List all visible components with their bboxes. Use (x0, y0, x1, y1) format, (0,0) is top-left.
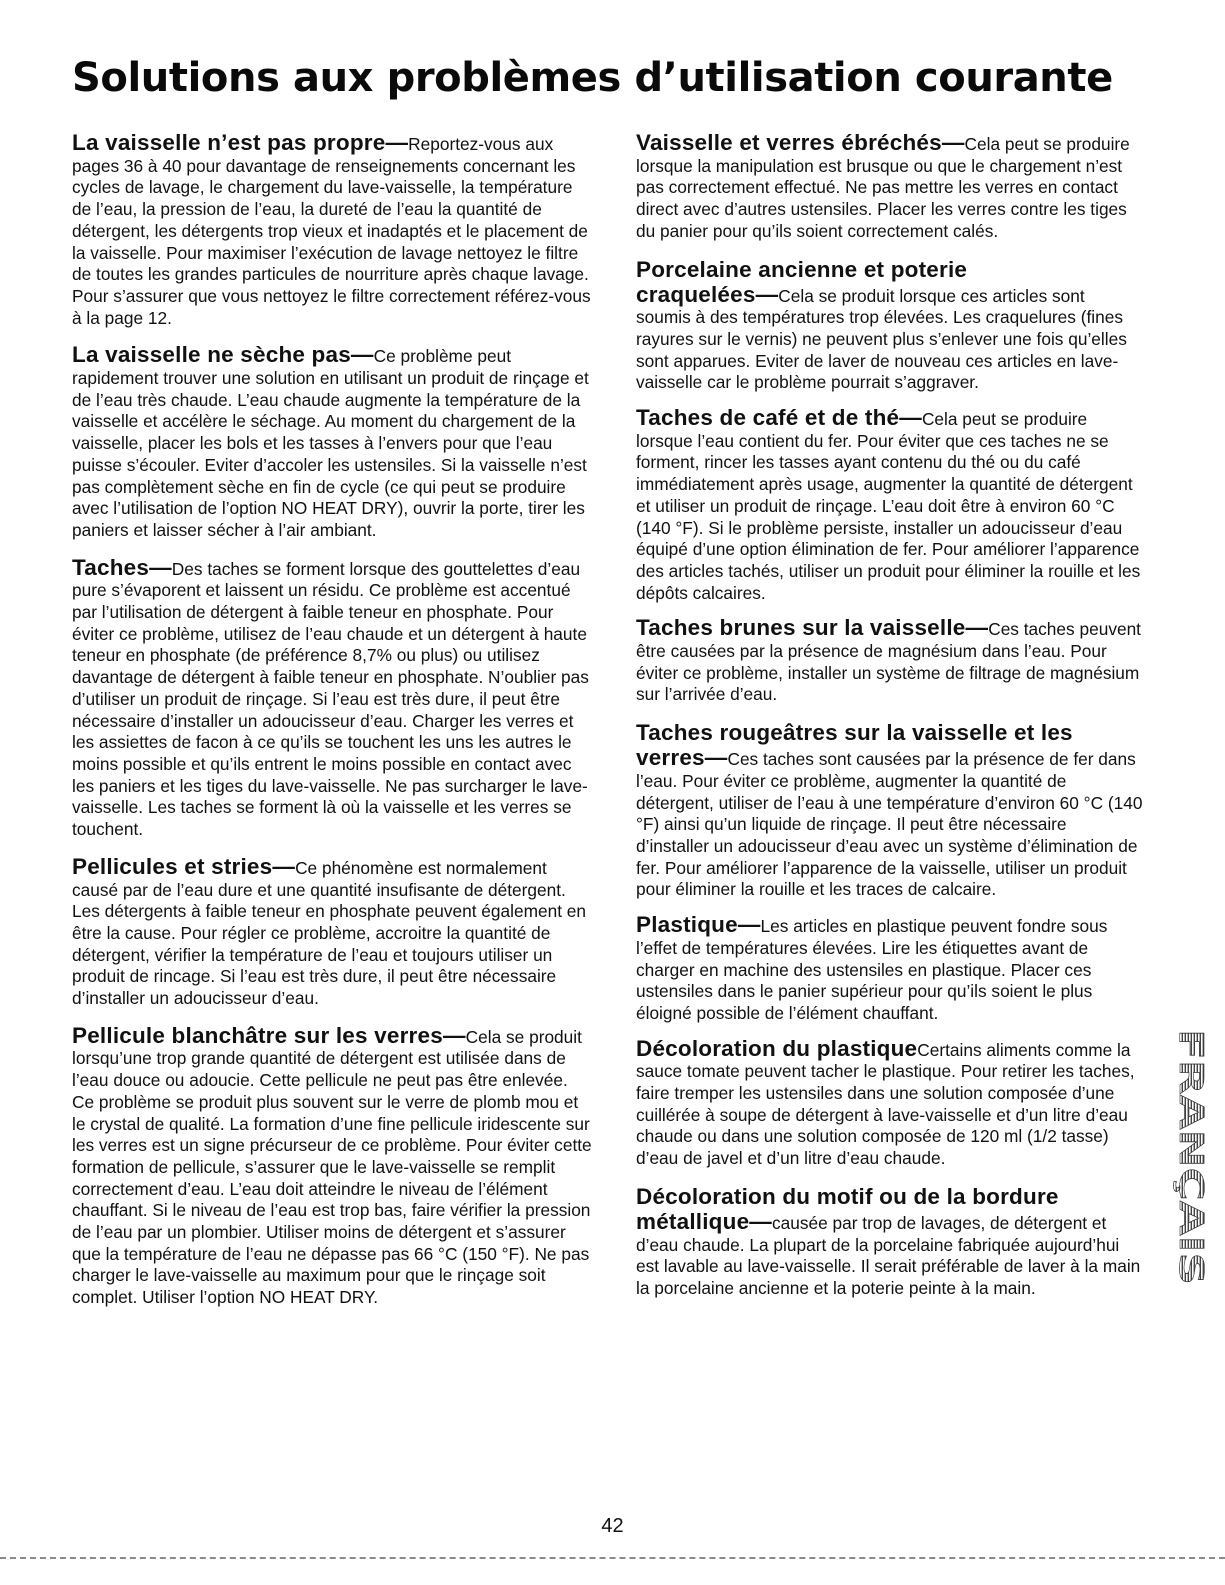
section-heading: Décoloration du plastique (636, 1035, 918, 1061)
section-body: sous l’effet de températures élevées. Lire les étiquettes avant de charger en machine des ustensiles en plastique. Placer ces ustensiles dans le panier supérieur pour qu’ils soient le plus éloigné possible de l’élément chauffant. (636, 916, 1108, 1023)
section-lead: Cela se produit lorsque ces articles sont (778, 285, 1085, 306)
section-lead: Ce problème peut (373, 346, 511, 367)
section-heading: Taches brunes sur la vaisselle— (636, 615, 989, 641)
section-body: lorsque l’eau contient du fer. Pour éviter que ces taches ne se forment, rincer les tasses ayant contenu du thé ou du café immédiatement après usage, augmenter la quantité de détergent et utiliser un produit de rinçage. L’eau doit être à environ 60 °C (140 °F). Si le problème persiste, installer un adoucisseur d’eau équipé d’une option élimination de fer. Pour améliorer l’apparence des articles tachés, utiliser un produit pour éliminer la rouille et les dépôts calcaires. (636, 430, 1141, 603)
section-body: d’eau pure s’évaporent et laissent un résidu. Ce problème est accentué par l’utilisation de détergent à faible teneur en phosphate. Pour éviter ce problème, utilisez de l’eau chaude et un détergent à haute teneur en phosphate (de préférence 8,7% ou plus) ou utilisez davantage de détergent à faible teneur en phosphate. N’oublier pas d’utiliser un produit de rinçage. Si l’eau est très dure, il peut être nécessaire d’installer un adoucisseur d’eau. Charger les verres et les assiettes de facon à ce qu’ils se touchent les uns les autres le moins possible et qu’ils entrent le moins possible en contact avec les paniers et les tiges du lave-vaisselle. Ne pas surcharger le lave-vaisselle. Les taches se forment là où la vaisselle et les verres se touchent. (72, 558, 589, 840)
section-lead: Cela peut se (964, 134, 1062, 154)
section-body: causé par de l’eau dure et une quantité insufisante de détergent. Les détergents à faible teneur en phosphate peuvent également en être la cause. Pour régler ce problème, accroitre la quantité de détergent, vérifier la température de l’eau et toujours utiliser un produit de rincage. Si l’eau est très dure, il peut être nécessaire d’installer un adoucisseur d’eau. (72, 879, 587, 1009)
section-heading: métallique— (636, 1208, 772, 1234)
section-porcelaine-craquelee (636, 256, 1144, 395)
section-heading: verres— (636, 745, 728, 771)
section-heading: La vaisselle n’est pas propre— (72, 130, 409, 155)
section-taches-cafe-the (636, 407, 1144, 604)
section-vaisselle-ne-seche-pas (72, 344, 592, 541)
section-heading: Plastique— (636, 912, 761, 938)
francais-side-tab (1150, 1025, 1211, 1290)
section-taches-brunes (636, 617, 1144, 706)
section-body: rapidement trouver une solution en utilisant un produit de rinçage et de l’eau très chaude. L’eau chaude augmente la température de la vaisselle et accélère le séchage. Au moment du chargement de la vaisselle, placer les bols et les tasses à l’envers pour que l’eau puisse s’écouler. Eviter d’accoler les ustensiles. Si la vaisselle n’est pas complètement sèche en fin de cycle (ce qui peut se produire avec l’utilisation de l’option NO HEAT DRY), ouvrir la porte, tirer les paniers et laisser sécher à l’air ambiant. (72, 368, 589, 540)
right-column (636, 132, 1144, 1313)
section-body: produit lorsqu’une trop grande quantité de détergent est utilisée dans de l’eau douce ou adoucie. Cette pellicule ne peut pas être enlevée. Ce problème se produit plus souvent sur le verre de plomb mou et le crystal de qualité. La formation d’une fine pellicule iridescente sur les verres est un signe précurseur de ce problème. Pour éviter cette formation de pellicule, s’assurer que le lave-vaisselle se remplit correctement d’eau. L’eau doit atteindre le niveau de l’élément chauffant. Si le niveau de l’eau est trop bas, faire vérifier la pression de l’eau par un plombier. Utiliser moins de détergent et s’assurer que la température de l’eau ne dépasse pas 66 °C (150 °F). Ne pas charger le lave-vaisselle au maximum pour que le rinçage soit complet. Utiliser l’option NO HEAT DRY. (72, 1026, 592, 1308)
section-pellicule-blanchatre (72, 1022, 592, 1309)
section-body: fer dans l’eau. Pour éviter ce problème, augmenter la quantité de détergent, utiliser de l’eau à une température d’environ 60 °C (140 °F) ainsi qu’un liquide de rinçage. Il peut être nécessaire d’installer un adoucisseur d’eau avec un système d’élimination de fer. Pour améliorer l’apparence de la vaisselle, utiliser un produit pour éliminer la rouille et les traces de calcaire. (636, 749, 1143, 900)
section-heading: Pellicule blanchâtre sur les verres— (72, 1022, 466, 1048)
page-number: 42 (601, 1515, 624, 1537)
section-lead: Reportez-vous (408, 134, 521, 154)
section-heading: Taches— (72, 554, 172, 580)
section-taches (72, 554, 592, 841)
section-vaisselle-ebrechee (636, 132, 1144, 243)
section-body: peuvent être causées par la présence de magnésium dans l’eau. Pour éviter ce problème, installer un système de filtrage de magnésium sur l’arrivée d’eau. (636, 619, 1141, 705)
section-heading: La vaisselle ne sèche pas— (72, 342, 374, 368)
section-heading: Pellicules et stries— (72, 853, 296, 879)
section-lead: Ces taches (988, 619, 1075, 640)
section-lead: Ce phénomène est normalement (295, 857, 547, 878)
page-title: Solutions aux problèmes d’utilisation courante (72, 55, 1113, 101)
section-heading: craquelées— (636, 281, 779, 307)
section-heading-line: Taches rougeâtres sur la vaisselle et les (636, 720, 1073, 746)
section-body: produire lorsque la manipulation est brusque ou que le chargement n’est pas correctement effectué. Ne pas mettre les verres en contact direct avec d’autres ustensiles. Placer les verres contre les tiges du panier pour qu’ils soient correctement calés. (636, 134, 1130, 241)
section-decoloration-plastique (636, 1035, 1144, 1170)
section-heading: Taches de café et de thé— (636, 405, 922, 431)
section-lead: Des taches se forment lorsque des gouttelettes (171, 558, 533, 579)
side-tab-label: FRANÇAIS (1172, 1029, 1211, 1216)
section-vaisselle-pas-propre (72, 132, 592, 329)
section-taches-rougeatres (636, 719, 1144, 901)
section-heading-line: Décoloration du motif ou de la bordure (636, 1183, 1059, 1209)
section-lead: Cela peut se produire (921, 409, 1088, 430)
section-heading: Vaisselle et verres ébréchés— (636, 130, 965, 155)
left-column (72, 132, 592, 1324)
section-body: et d’eau chaude. La plupart de la porcelaine fabriquée aujourd’hui est lavable au lave-vaisselle. Il serait préférable de laver à la main la porcelaine ancienne et la poterie peinte à la main. (636, 1212, 1141, 1298)
footer-divider (0, 1557, 1225, 1559)
section-body: comme la sauce tomate peuvent tacher le plastique. Pour retirer les taches, faire tremper les ustensiles dans une solution composée d’une cuillérée à soupe de détergent à lave-vaisselle et d’un litre d’eau chaude ou dans une solution composée de 120 ml (1/2 tasse) d’eau de javel et d’un litre d’eau chaude. (636, 1039, 1135, 1169)
section-pellicules-stries (72, 853, 592, 1010)
section-body: soumis à des températures trop élevées. Les craquelures (fines rayures sur le vernis) ne peuvent plus s’enlever une fois qu’elles sont apparues. Eviter de laver de nouveau ces articles en lave-vaisselle car le problème pourrait s’aggraver. (636, 307, 1127, 393)
section-plastique (636, 914, 1144, 1025)
section-lead: Cela se (465, 1026, 525, 1047)
section-lead: Certains aliments (917, 1039, 1051, 1060)
section-heading-line: Porcelaine ancienne et poterie (636, 256, 968, 282)
section-lead: Ces taches sont causées par la présence de (727, 749, 1069, 770)
section-lead: causée par trop de lavages, de détergent (771, 1212, 1088, 1233)
section-body: aux pages 36 à 40 pour davantage de renseignements concernant les cycles de lavage, le chargement du lave-vaisselle, la température de l’eau, la pression de l’eau, la dureté de l’eau la quantité de détergent, les détergents trop vieux et inadaptés et le placement de la vaisselle. Pour maximiser l’exécution de lavage nettoyez le filtre de toutes les grandes particules de nourriture après chaque lavage. Pour s’assurer que vous nettoyez le filtre correctement référez-vous à la page 12. (72, 134, 591, 328)
section-decoloration-motif (636, 1183, 1144, 1300)
section-lead: Les articles en plastique peuvent fondre (760, 916, 1067, 937)
